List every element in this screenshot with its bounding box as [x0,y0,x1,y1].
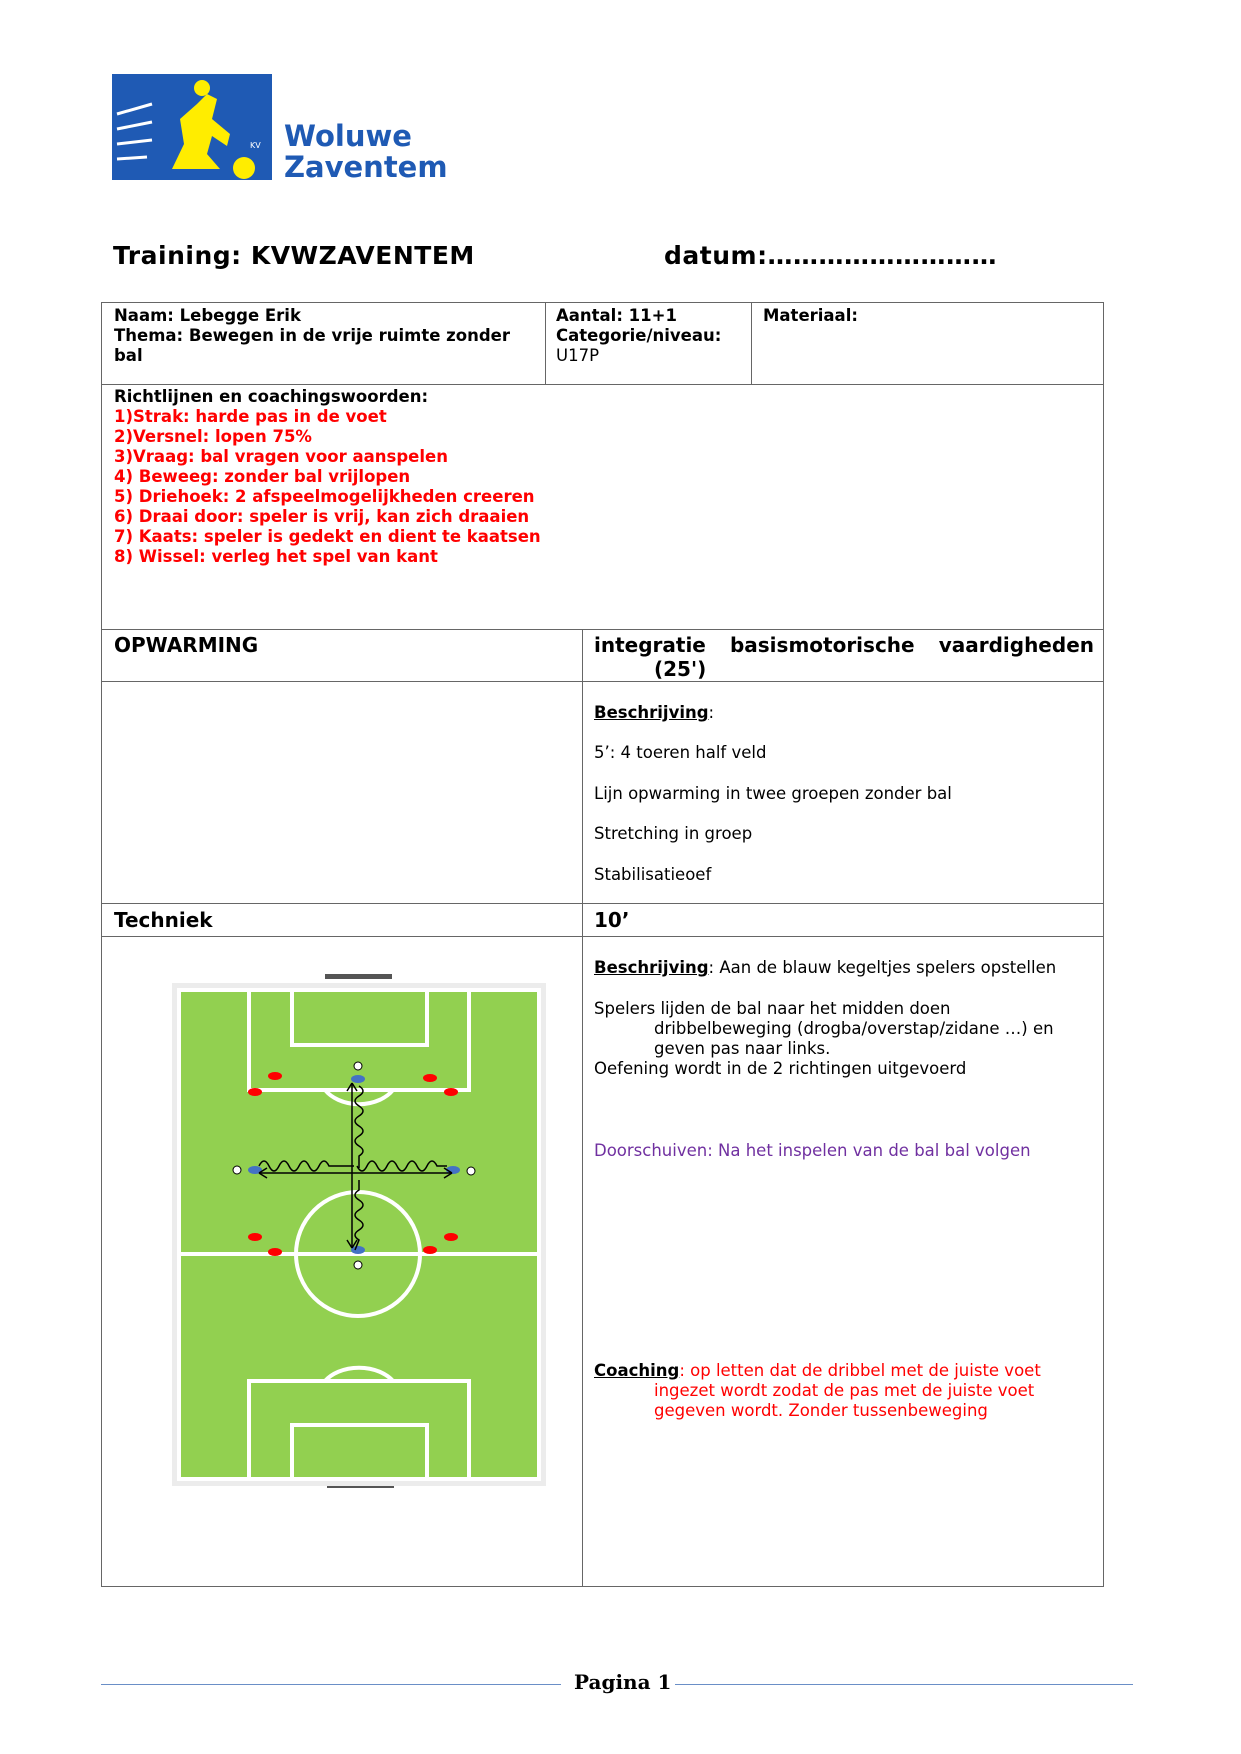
techniek-line: Oefening wordt in de 2 richtingen uitgevoerd [594,1059,967,1078]
ball [233,1166,241,1174]
red-cone [444,1088,458,1096]
red-cone [268,1248,282,1256]
beschrijving-colon: : [708,703,715,722]
red-cone [444,1233,458,1241]
categorie-label: Categorie/niveau: [556,326,722,345]
richtlijn-item: 1)Strak: harde pas in de voet [114,407,387,426]
logo-small-text: KV [250,141,261,150]
coaching-line: gegeven wordt. Zonder tussenbeweging [654,1401,988,1420]
info-count-category [556,306,746,366]
beschrijving-text: : Aan de blauw kegeltjes spelers opstellen [708,958,1057,977]
aantal: Aantal: 11+1 [556,306,677,325]
doorschuiven-text: Doorschuiven: Na het inspelen van de bal bal volgen [594,1141,1031,1160]
theme: Thema: Bewegen in de vrije ruimte zonder bal [114,326,510,365]
training-table [101,302,1104,1587]
logo-text-woluwe: Woluwe [284,119,412,153]
opwarming-subtitle [594,633,1094,681]
opwarming-subtitle-line2: (25') [654,657,707,681]
beschrijving-label: Beschrijving [594,703,709,722]
red-cone [248,1088,262,1096]
red-cone [423,1246,437,1254]
red-cone [423,1074,437,1082]
opwarming-line: Lijn opwarming in twee groepen zonder bal [594,784,952,803]
club-logo [112,74,492,180]
goal-top [325,974,392,979]
richtlijn-item: 8) Wissel: verleg het spel van kant [114,547,438,566]
opwarming-subtitle-line1: integratie basismotorische vaardigheden [594,633,1094,657]
ball [354,1062,362,1070]
opwarming-line: Stabilisatieoef [594,865,712,884]
opwarming-title: OPWARMING [114,633,259,657]
blue-cone [351,1075,365,1083]
pitch-svg [167,968,552,1493]
richtlijn-item: 4) Beweeg: zonder bal vrijlopen [114,467,411,486]
techniek-line: geven pas naar links. [654,1039,831,1058]
richtlijn-item: 5) Driehoek: 2 afspeelmogelijkheden creeren [114,487,535,506]
richtlijnen-block [114,387,1014,567]
beschrijving-label: Beschrijving [594,958,709,977]
red-cone [268,1072,282,1080]
techniek-duration: 10’ [594,908,630,932]
page-title: Training: KVWZAVENTEM [113,241,475,270]
coaching-label: Coaching [594,1361,680,1380]
categorie-value: U17P [556,346,600,365]
techniek-line: dribbelbeweging (drogba/overstap/zidane …) en [654,1019,1054,1038]
opwarming-line: 5’: 4 toeren half veld [594,743,767,762]
richtlijn-item: 3)Vraag: bal vragen voor aanspelen [114,447,448,466]
richtlijn-item: 7) Kaats: speler is gedekt en dient te kaatsen [114,527,541,546]
techniek-description [594,958,1094,1421]
footer-rule-left [101,1684,561,1685]
page-number: Pagina 1 [574,1670,672,1694]
red-cone [248,1233,262,1241]
opwarming-description [594,703,1094,885]
opwarming-line: Stretching in groep [594,824,753,843]
datum-field: datum:……………………… [664,241,998,270]
richtlijn-item: 2)Versnel: lopen 75% [114,427,312,446]
techniek-line: Spelers lijden de bal naar het midden doen [594,999,951,1018]
info-name-theme [114,306,534,366]
footer-rule-right [675,1684,1133,1685]
richtlijn-item: 6) Draai door: speler is vrij, kan zich draaien [114,507,530,526]
coaching-text: : op letten dat de dribbel met de juiste voet [679,1361,1041,1380]
ball [467,1167,475,1175]
techniek-title: Techniek [114,908,213,932]
trainer-name: Naam: Lebegge Erik [114,306,301,325]
materiaal-label: Materiaal: [763,306,858,325]
ball [354,1261,362,1269]
logo-text-zaventem: Zaventem [284,150,448,180]
coaching-line: ingezet wordt zodat de pas met de juiste voet [654,1381,1035,1400]
richtlijnen-heading: Richtlijnen en coachingswoorden: [114,387,429,406]
pitch-diagram [167,968,552,1493]
